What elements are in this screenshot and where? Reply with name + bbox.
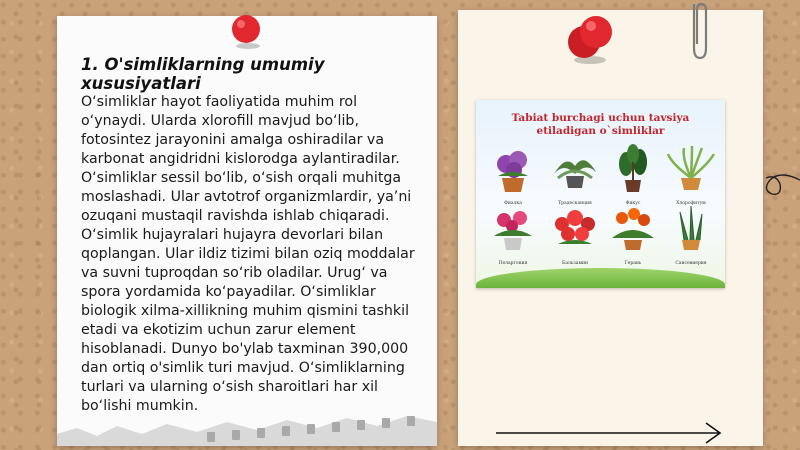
section-body-text: O‘simliklar hayot faoliyatida muhim rol o‘ynaydi. Ularda xlorofill mavjud bo‘lib, fotosintez jarayonini amalga oshiradilar va karbonat angidridni kislorodga aylantiradilar. O‘simliklar sessil bo‘lib, o‘sish orqali muhitga moslashadi. Ular avtotrof organizmlardir, ya’ni ozuqani mustaqil ravishda ishlab chiqaradi. O‘simlik hujayralari hujayra devorlari bilan qoplangan. Ular ildiz tizimi bilan oziq moddalar va suvni tuproqdan so‘rib oladilar. Urug‘ va spora yordamida ko‘payadilar. O‘simliklar biologik xilma-xillikning muhim qismini tashkil etadi va ekotizim uchun zarur element hisoblanadi. Dunyo bo'ylab taxminan 390,000 dan ortiq o'simlik turi mavjud. O‘simliklarning turlari va ularning o‘sish sharoitlari har xil bo‘lishi mumkin.: [81, 94, 415, 414]
potted-plant-icon: [546, 204, 604, 254]
plant-item: [604, 144, 662, 206]
plant-item: [662, 204, 720, 266]
potted-plant-icon: [662, 204, 720, 254]
poster-grass-decoration: [476, 268, 725, 288]
plants-poster: [476, 100, 725, 288]
potted-plant-icon: [546, 144, 604, 194]
pushpin-right-icon: [560, 8, 620, 68]
pushpin-left-icon: [226, 10, 266, 50]
plant-caption: Пеларгония: [498, 261, 528, 266]
plant-caption: Герань: [624, 261, 642, 266]
plant-caption: Фиалка: [504, 201, 522, 206]
section-title: 1. O'simliklarning umumiy xususiyatlari: [81, 55, 325, 93]
arrow-right-icon: [494, 420, 726, 446]
plant-caption: Фикус: [625, 201, 641, 206]
plant-item: [546, 144, 604, 206]
potted-plant-icon: [604, 144, 662, 194]
plant-item: [484, 144, 542, 206]
plant-caption: Хлорофитум: [676, 201, 706, 206]
potted-plant-icon: [604, 204, 662, 254]
plant-caption: Сансевиерия: [675, 261, 707, 266]
poster-title: Tabiat burchagi uchun tavsiya etiladigan o`simliklar: [511, 112, 690, 137]
potted-plant-icon: [662, 144, 720, 194]
plant-caption: Традесканция: [558, 201, 592, 206]
plant-item: [662, 144, 720, 206]
potted-plant-icon: [484, 204, 542, 254]
potted-plant-icon: [484, 144, 542, 194]
plant-item: [604, 204, 662, 266]
plant-item: [484, 204, 542, 266]
paperclip-icon: [686, 0, 712, 62]
doodle-curl-icon: [740, 150, 800, 210]
plant-item: [546, 204, 604, 266]
plant-caption: Бальзамин: [562, 261, 588, 266]
